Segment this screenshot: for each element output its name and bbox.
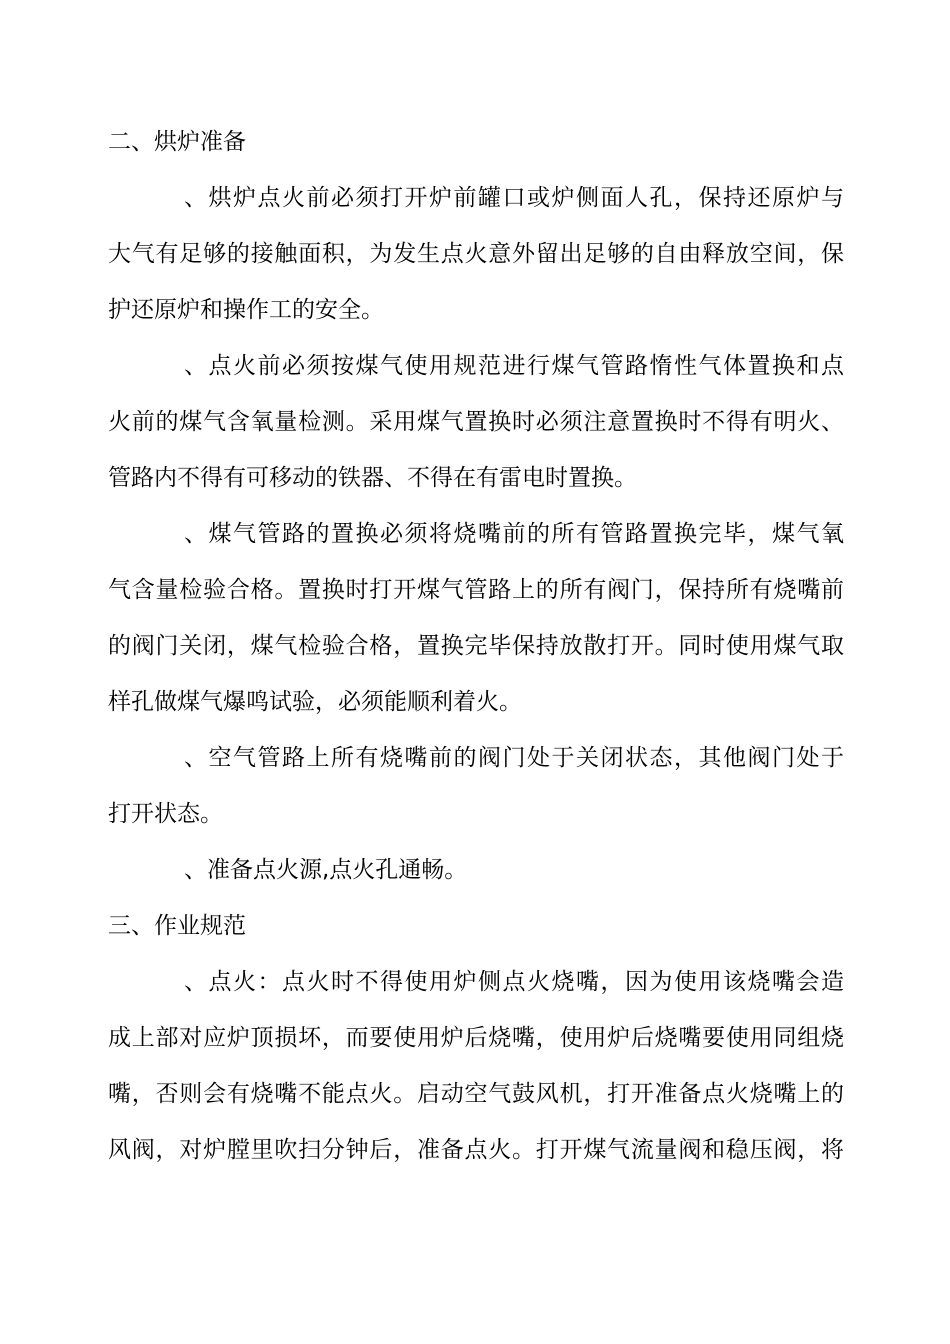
paragraph-line: 火前的煤气含氧量检测。采用煤气置换时必须注意置换时不得有明火、	[108, 409, 844, 435]
paragraph-line: 样孔做煤气爆鸣试验，必须能顺利着火。	[108, 689, 522, 715]
paragraph-line: 、准备点火源,点火孔通畅。	[184, 857, 468, 883]
paragraph-line: 风阀，对炉膛里吹扫分钟后，准备点火。打开煤气流量阀和稳压阀，将	[108, 1137, 844, 1163]
paragraph-line: 、空气管路上所有烧嘴前的阀门处于关闭状态，其他阀门处于	[184, 745, 844, 771]
paragraph-line: 、烘炉点火前必须打开炉前罐口或炉侧面人孔，保持还原炉与	[184, 185, 844, 211]
paragraph-line: 护还原炉和操作工的安全。	[108, 297, 384, 323]
paragraph-line: 的阀门关闭，煤气检验合格，置换完毕保持放散打开。同时使用煤气取	[108, 633, 844, 659]
section-heading-operating-standards: 三、作业规范	[108, 913, 246, 939]
paragraph-line: 、点火：点火时不得使用炉侧点火烧嘴，因为使用该烧嘴会造	[184, 969, 844, 995]
paragraph-line: 气含量检验合格。置换时打开煤气管路上的所有阀门，保持所有烧嘴前	[108, 577, 844, 603]
paragraph-line: 管路内不得有可移动的铁器、不得在有雷电时置换。	[108, 465, 637, 491]
paragraph-line: 、点火前必须按煤气使用规范进行煤气管路惰性气体置换和点	[184, 353, 844, 379]
paragraph-line: 大气有足够的接触面积，为发生点火意外留出足够的自由释放空间，保	[108, 241, 844, 267]
paragraph-line: 成上部对应炉顶损坏，而要使用炉后烧嘴，使用炉后烧嘴要使用同组烧	[108, 1025, 844, 1051]
section-heading-baking-preparation: 二、烘炉准备	[108, 129, 246, 155]
paragraph-line: 、煤气管路的置换必须将烧嘴前的所有管路置换完毕，煤气氧	[184, 521, 844, 547]
paragraph-line: 嘴，否则会有烧嘴不能点火。启动空气鼓风机，打开准备点火烧嘴上的	[108, 1081, 844, 1107]
paragraph-line: 打开状态。	[108, 801, 223, 827]
